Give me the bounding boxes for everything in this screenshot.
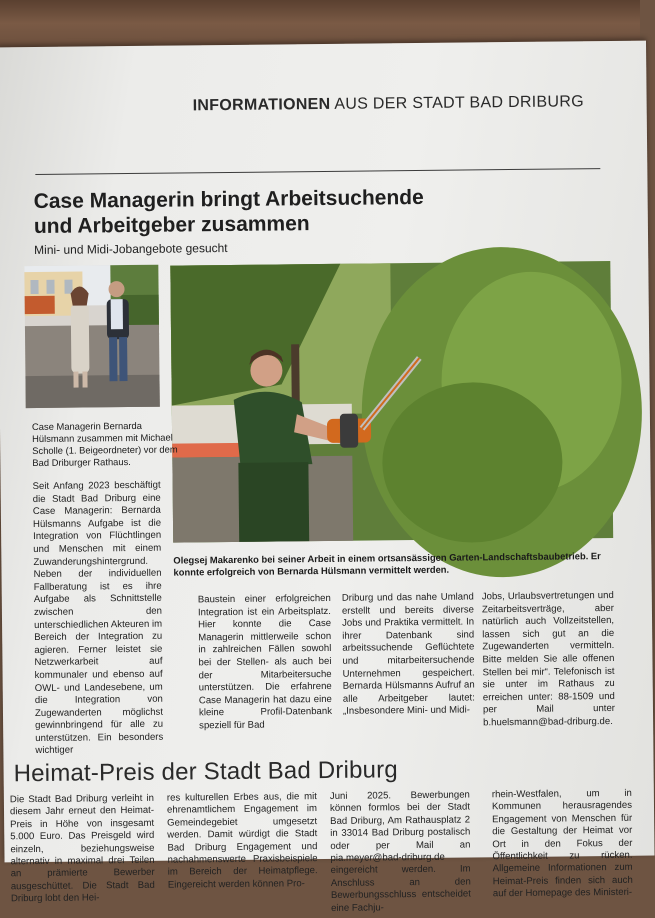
section-masthead bbox=[193, 93, 613, 121]
masthead-bold: INFORMATIONEN bbox=[192, 95, 331, 115]
heimat-column-3: Juni 2025. Bewerbungen können formlos bei der Stadt Bad Driburg, Am Rathausplatz 2 in 33014 Bad Driburg postalisch oder per Mail an pia.meyer@bad-driburg.de eingereicht werden. Im Anschluss an den Bewerbungsschluss entscheidet eine Fachju- bbox=[329, 789, 471, 914]
photo-gardener-hedge bbox=[170, 261, 613, 543]
headline-line-2: und Arbeitgeber zusammen bbox=[33, 212, 310, 239]
heimat-column-4: rhein-Westfalen, um in Kommunen herausragendes Engagement von Menschen für die Gestaltung der Heimat vor Ort in den Fokus der Öffentlichkeit zu rücken. Allgemeine Informationen zum Heimat-Preis finden sich auch auf der Homepage des Ministeri- bbox=[491, 787, 633, 900]
masthead-rule bbox=[35, 168, 600, 175]
article-column-2: Baustein einer erfolgreichen Integration ist ein Arbeitsplatz. Hier konnte die Case Managerin mittlerweile schon in zahlreichen Fällen sowohl bei der Stellen- als auch bei der Mitarbeitersuche unterstützen. Die erfahrene Case Managerin hat dazu eine kleine Profil-Datenbank speziell für Bad bbox=[197, 592, 333, 732]
photo-small-caption: Case Managerin Bernarda Hülsmann zusammen mit Michael Scholle (1. Beigeordneter) vor dem Bad Driburger Rathaus. bbox=[31, 419, 178, 469]
heimat-preis-headline: Heimat-Preis der Stadt Bad Driburg bbox=[13, 756, 399, 788]
masthead-rest: AUS DER STADT BAD DRIBURG bbox=[330, 93, 585, 113]
headline-line-1: Case Managerin bringt Arbeitsuchende bbox=[33, 185, 424, 214]
article-column-1: Seit Anfang 2023 beschäftigt die Stadt Bad Driburg eine Case Managerin: Bernarda Hülsmanns Aufgabe ist die Integration von Flüchtlingen und Menschen mit einem Zuwanderungshintergrund. Neben der individuellen Fallberatung ist es ihre Aufgabe als Schnittstelle zwischen den unterschiedlichen Akteuren im Bereich der Integration zu agieren. Ferner leistet sie Netzwerkarbeit auf kommunaler und ebenso auf OWL- und Landesebene, um die Integration von Zugewanderten möglichst gewinnbringend für alle zu unterstützen. Ein besonders wichtiger bbox=[32, 479, 164, 757]
heimat-column-1: Die Stadt Bad Driburg verleiht in diesem Jahr erneut den Heimat-Preis in Höhe von insgesamt 5.000 Euro. Das Preisgeld wird einzeln, beziehungsweise alternativ in maximal drei Teilen an prämierte Bewerber ausgeschüttet. Die Stadt Bad Driburg lobt den Hei- bbox=[9, 792, 155, 905]
heimat-column-2: res kulturellen Erbes aus, die mit ehrenamtlichem Engagement im Gemeindegebiet umgesetzt werden. Damit würdigt die Stadt Bad Driburg Engagement und nachahmenswerte Praxisbeispiele im Bereich der Heimatpflege. Eingereicht werden können Pro- bbox=[166, 791, 318, 891]
article-column-4: Jobs, Urlaubsvertretungen und Zeitarbeitsverträge, aber natürlich auch Vollzeitstellen, lassen sich gut an die Zugewanderten vermitteln. Bitte melden Sie alle offenen Stellen bei mir“. Telefonisch ist sie unter im Rathaus zu erreichen unter: 88-1509 und per Mail unter b.huelsmann@bad-driburg.de. bbox=[481, 589, 616, 729]
photo-big-caption: Olegsej Makarenko bei seiner Arbeit in einem ortsansässigen Garten-Landschaftsbaubetrieb. Er konnte erfolgreich von Bernarda Hülsmann vermittelt werden. bbox=[173, 550, 601, 578]
article-headline bbox=[34, 184, 554, 239]
photo-town-hall bbox=[24, 265, 159, 408]
article-column-3: Driburg und das nahe Umland erstellt und bereits diverse Jobs und Praktika vermittelt. In ihrer Datenbank sind arbeitssuchende Geflüchtete und mitarbeitersuchende Unternehmen gespeichert. Bernarda Hülsmanns Aufruf an alle Arbeitgeber lautet: „Insbesondere Mini- und Midi- bbox=[341, 591, 475, 718]
article-subheadline: Mini- und Midi-Jobangebote gesucht bbox=[34, 240, 228, 258]
newspaper-page bbox=[0, 41, 655, 914]
